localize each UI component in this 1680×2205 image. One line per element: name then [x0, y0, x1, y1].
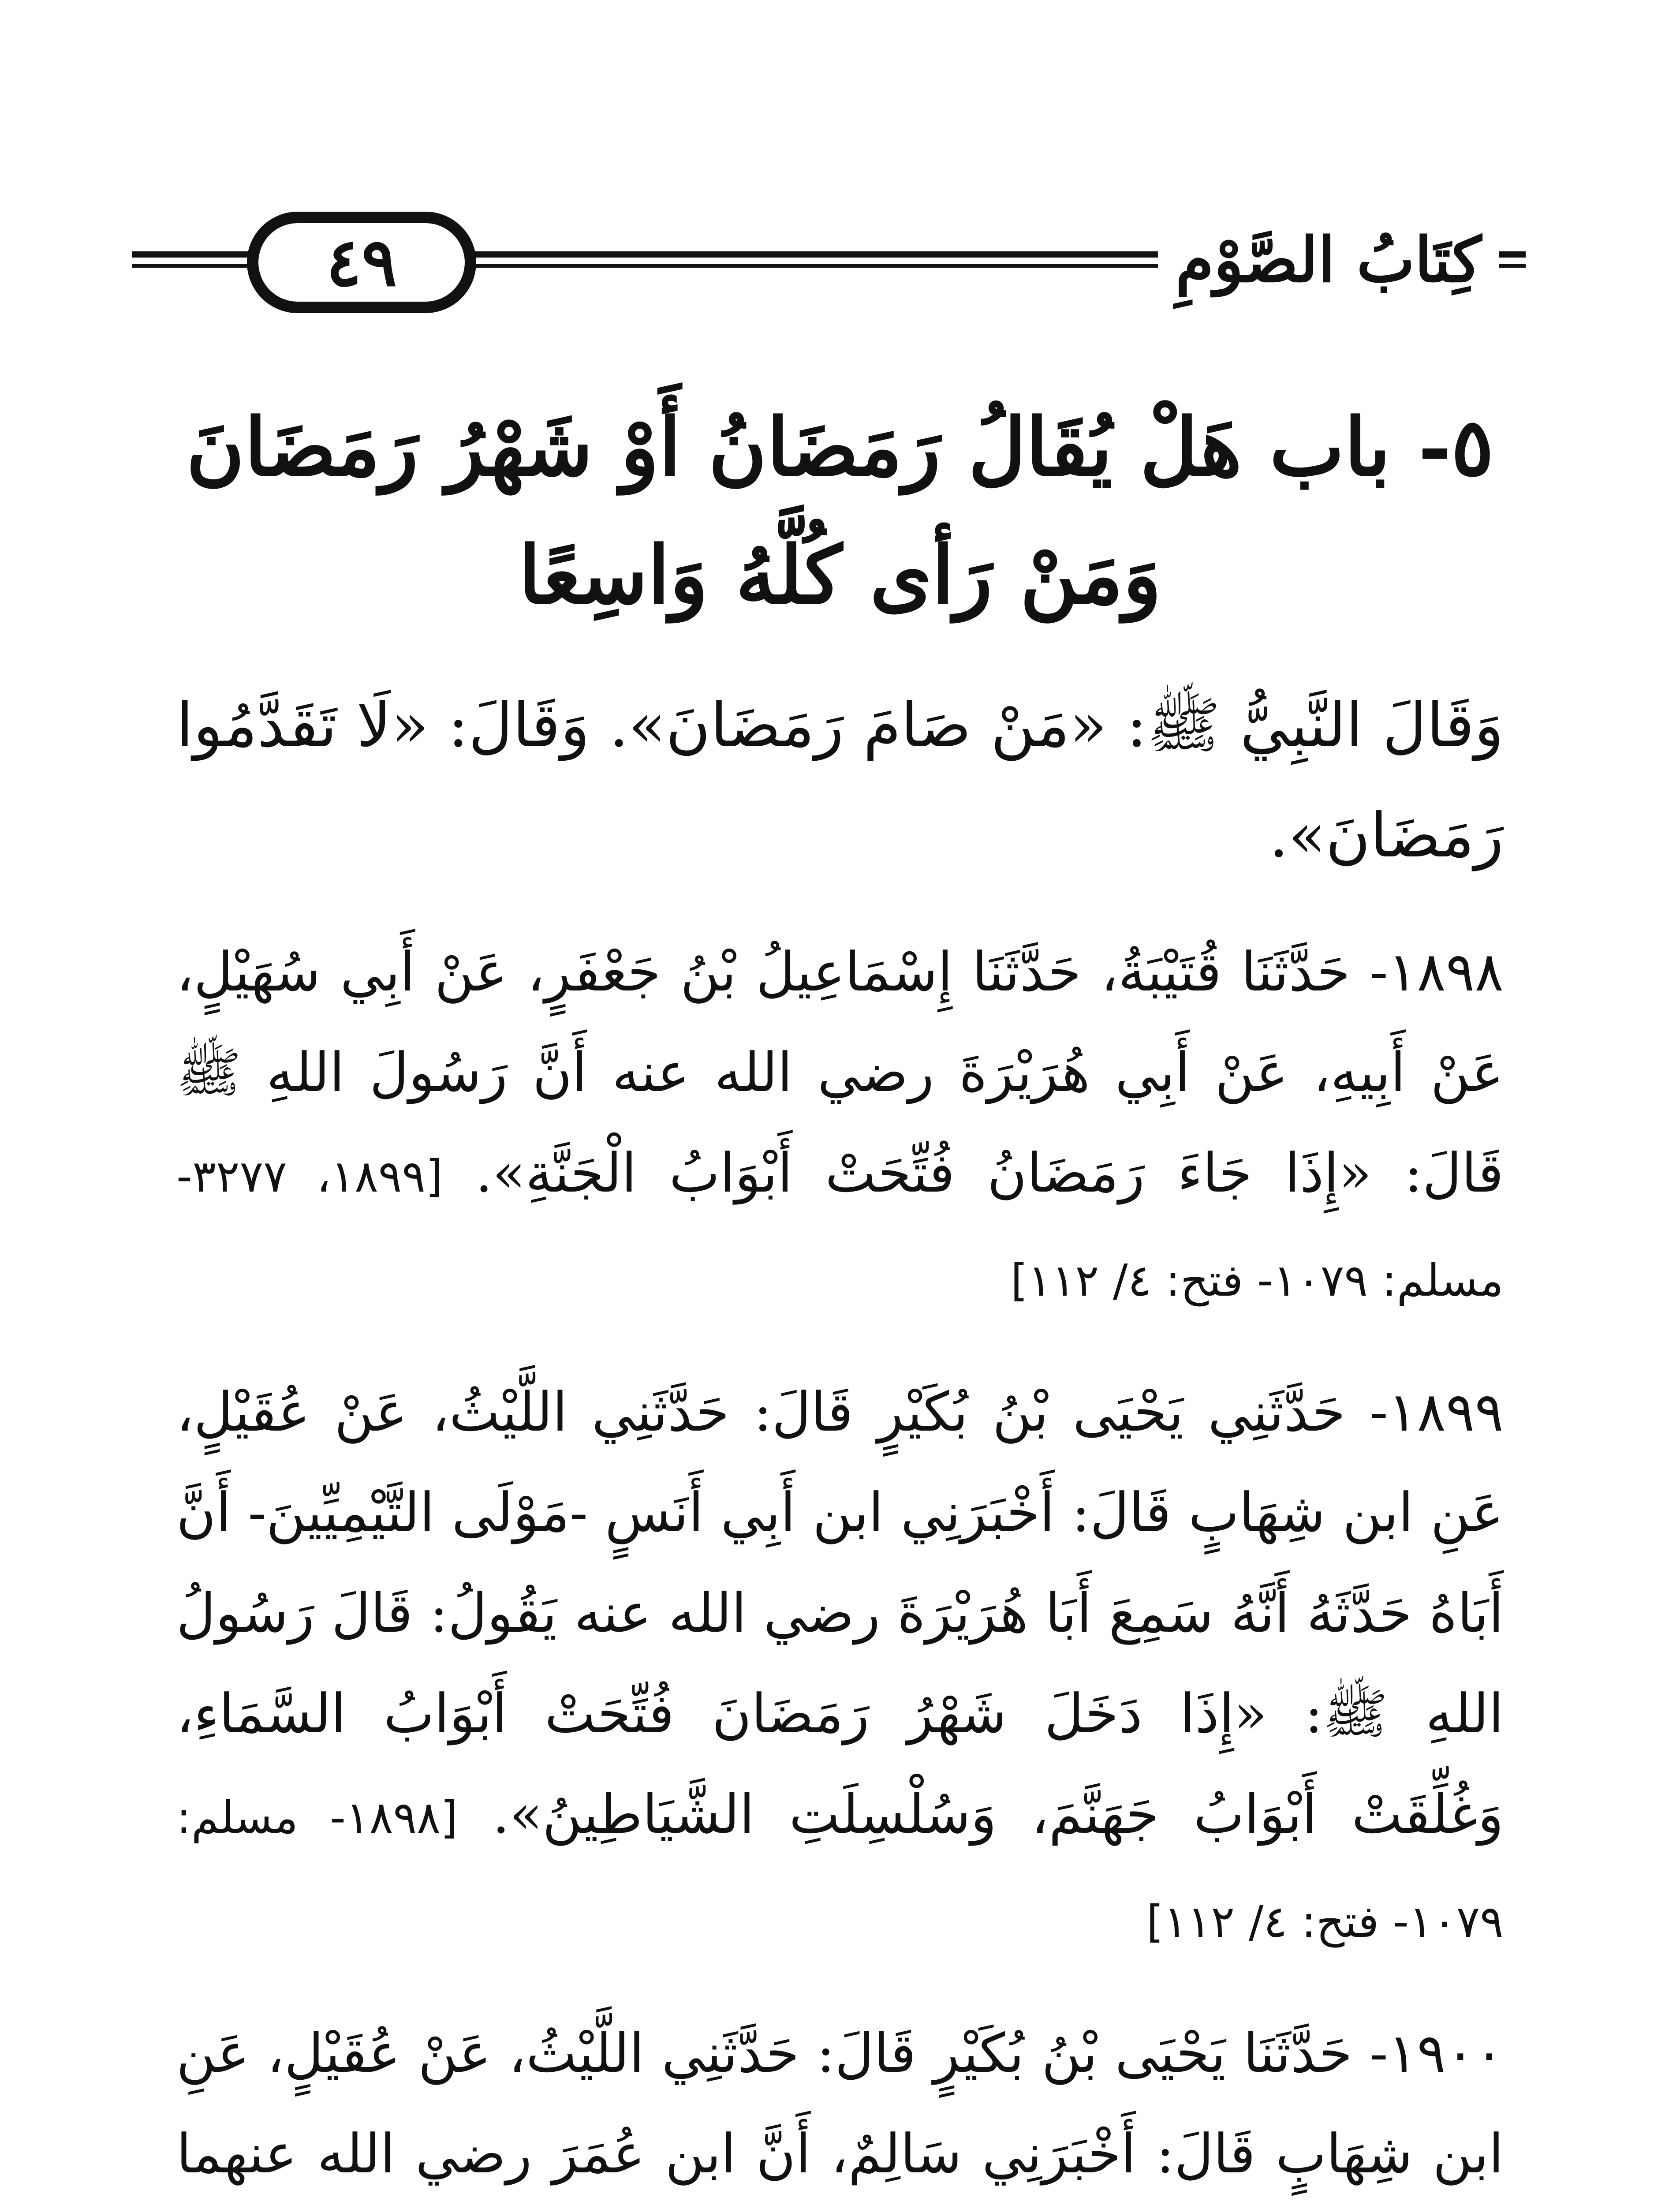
- chapter-title-line-1: ٥- باب هَلْ يُقَالُ رَمَضَانُ أَوْ شَهْرُ رَمَضَانَ: [186, 401, 1494, 494]
- running-header: [132, 207, 1526, 318]
- chapter-intro: وَقَالَ النَّبِيُّ ﷺ: «مَنْ صَامَ رَمَضَانَ». وَقَالَ: «لَا تَقَدَّمُوا رَمَضَانَ».: [176, 690, 1504, 871]
- page-body: [176, 384, 1504, 2205]
- hadith-1899: [176, 1362, 1504, 1972]
- hadith-references: [١٨٩٨- مسلم: ١٠٧٩- فتح: ٤/ ١١٢]: [176, 1792, 1504, 1947]
- hadith-1900: [176, 2003, 1504, 2205]
- hadith-references: [١٨٩٩، ٣٢٧٧- مسلم: ١٠٧٩- فتح: ٤/ ١١٢]: [176, 1151, 1504, 1306]
- hadith-1898: [176, 922, 1504, 1331]
- hadith-text: ١٩٠٠- حَدَّثَنَا يَحْيَى بْنُ بُكَيْرٍ قَالَ: حَدَّثَنِي اللَّيْثُ، عَنْ عُقَيْلٍ، عَنِ ابن شِهَابٍ قَالَ: أَخْبَرَنِي سَالِمٌ، أَنَّ ابن عُمَرَ رضي الله عنهما: [176, 2022, 1504, 2185]
- page-number: ٤٩: [247, 212, 476, 313]
- chapter-title-line-2: وَمَنْ رَأى كُلَّهُ وَاسِعًا: [519, 529, 1161, 622]
- hadith-text: ١٨٩٩- حَدَّثَنِي يَحْيَى بْنُ بُكَيْرٍ قَالَ: حَدَّثَنِي اللَّيْثُ، عَنْ عُقَيْلٍ، عَنِ ابن شِهَابٍ قَالَ: أَخْبَرَنِي ابن أَبِي أَنَسٍ -مَوْلَى التَّيْمِيِّينَ- أَنَّ أَبَاهُ حَدَّثَهُ أَنَّهُ سَمِعَ أَبَا هُرَيْرَةَ رضي الله عنه يَقُولُ: قَالَ رَسُولُ اللهِ ﷺ: «إِذَا دَخَلَ شَهْرُ رَمَضَانَ فُتِّحَتْ أَبْوَابُ السَّمَاءِ، وَغُلِّقَتْ أَبْوَابُ جَهَنَّمَ، وَسُلْسِلَتِ الشَّيَاطِينُ».: [176, 1381, 1504, 1846]
- running-title: كِتَابُ الصَّوْمِ: [1158, 216, 1499, 304]
- hadith-text: ١٨٩٨- حَدَّثَنَا قُتَيْبَةُ، حَدَّثَنَا إِسْمَاعِيلُ بْنُ جَعْفَرٍ، عَنْ أَبِي سُهَيْلٍ، عَنْ أَبِيهِ، عَنْ أَبِي هُرَيْرَةَ رضي الله عنه أَنَّ رَسُولَ اللهِ ﷺ قَالَ: «إِذَا جَاءَ رَمَضَانُ فُتِّحَتْ أَبْوَابُ الْجَنَّةِ».: [176, 941, 1504, 1204]
